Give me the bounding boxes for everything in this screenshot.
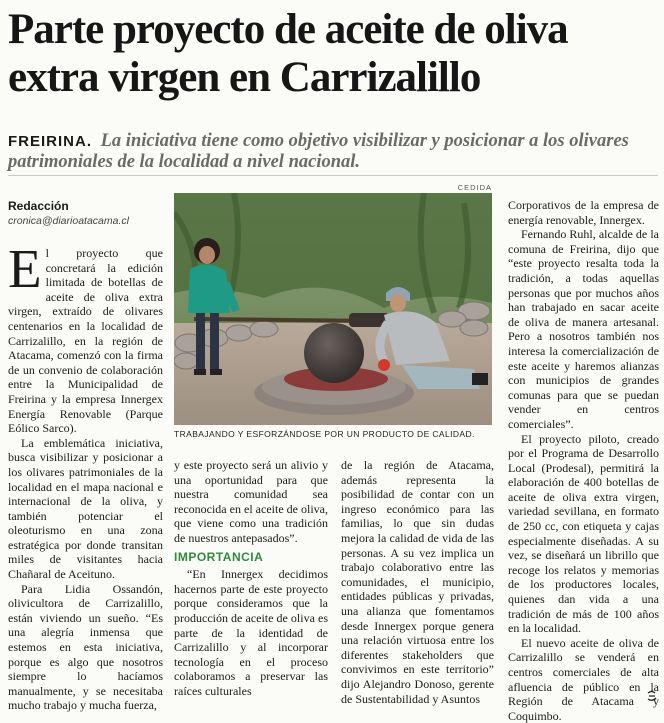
body-paragraph: El proyecto que concretará la edición limitada de botellas de aceite de oliva extra virgen, extraído de olivares centenarios en la localidad de Carrizalillo, en la región de Atacama, comenzó con la firma de un convenio de colaboración entre la Municipalidad de Freirina y la empresa Innergex Energía Renovable (Parque Eólico Sarco). <box>8 238 163 436</box>
divider <box>8 175 658 176</box>
lead-kicker: FREIRINA. <box>8 133 92 150</box>
article-column-2 <box>174 458 328 699</box>
body-paragraph: El proyecto piloto, creado por el Programa de Desarrollo Local (Prodesal), permitirá la elaboración de 400 botellas de aceite de oliva extra virgen, variedad sevillana, en formato de 250 cc, con etiqueta y cajas especialmente diseñadas. A su vez, se diseñará un librillo que recoge los relatos y memorias de los productores locales, quienes dan vida a una tradición de más de 100 años en la localidad. <box>508 431 659 636</box>
photo-caption: TRABAJANDO Y ESFORZÁNDOSE POR UN PRODUCTO DE CALIDAD. <box>174 429 475 439</box>
body-paragraph: Para Lidia Ossandón, olivicultora de Carrizalillo, están viviendo un sueño. “Es una alegría inmensa que estemos en esta iniciativa, porque es algo que nosotros siempre lo hacíamos manualmente, y se necesitaba mucho trabajo y mucha fuerza, <box>8 581 163 713</box>
end-mark-icon <box>646 690 658 702</box>
lead-paragraph <box>8 131 658 173</box>
photo-credit: CEDIDA <box>457 183 492 192</box>
body-paragraph: “En Innergex decidimos hacernos parte de este proyecto porque consideramos que la producción de aceite de oliva es parte de la identidad de Carrizalillo y al incorporar tecnología en el proceso colaboramos a preservar las raíces culturales <box>174 567 328 698</box>
body-paragraph: El nuevo aceite de oliva de Carrizalillo se venderá en centros comerciales de alta afluencia de público en la Región de Atacama y Coquimbo. <box>508 635 659 723</box>
article-column-3 <box>341 458 494 706</box>
article-column-1 <box>8 238 163 713</box>
headline: Parte proyecto de aceite de oliva extra virgen en Carrizalillo <box>8 6 568 101</box>
section-subhead: IMPORTANCIA <box>174 549 264 564</box>
body-paragraph: Fernando Ruhl, alcalde de la comuna de Freirina, dijo que “este proyecto resalta toda la tradición, a todas aquellas personas que por muchos años han trabajado en sacar aceite de oliva de manera artesanal. Pero a nosotros también nos interesa la comercialización de este aceite y haremos alianzas con municipios de grandes comunas para que se puedan vender en centros comerciales”. <box>508 227 659 431</box>
body-paragraph: de la región de Atacama, además representa la posibilidad de contar con un ingreso económico para las familias, lo que sin dudas mejora la calidad de vida de las personas. A su vez implica un trabajo colaborativo entre las comunidades, el municipio, entidades públicas y privadas, una alianza que fomentamos desde Innergex porque genera una relación virtuosa entre los diferentes stakeholders que convivimos en este territorio” dijo Alejandro Donoso, gerente de Sustentabilidad y Asuntos <box>341 458 494 706</box>
byline <box>8 198 163 228</box>
byline-email: cronica@diarioatacama.cl <box>8 215 129 227</box>
article-photo <box>174 193 492 425</box>
body-paragraph: La emblemática iniciativa, busca visibilizar y posicionar a los olivares patrimoniales de la localidad en el mapa nacional e internacional de la oliva, y también potenciar el oleoturismo en una zona estratégica por donde transitan miles de visitantes hacia Chañaral de Aceituno. <box>8 435 163 582</box>
drop-cap: E <box>8 238 42 299</box>
article-column-4 <box>508 198 659 723</box>
body-paragraph: Corporativos de la empresa de energía renovable, Innergex. <box>508 198 659 227</box>
byline-author: Redacción <box>8 199 69 213</box>
body-paragraph: y este proyecto será un alivio y una oportunidad para que nuestra comunidad sea reconocida en el aceite de oliva, que viene como una tradición de nuestros antepasados”. <box>174 458 328 545</box>
lead-text: La iniciativa tiene como objetivo visibilizar y posicionar a los olivares patrimoniales de la localidad a nivel nacional. <box>8 131 629 172</box>
